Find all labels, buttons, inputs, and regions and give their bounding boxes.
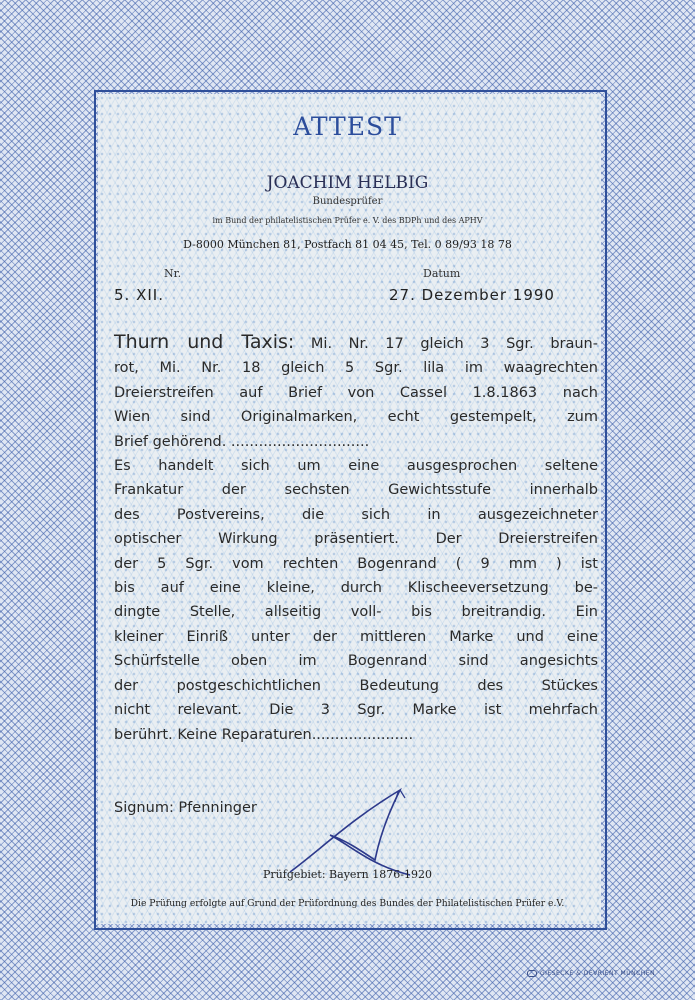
association-line: im Bund der philatelistischen Prüfer e. V. des BDPh und des APHV bbox=[212, 216, 483, 225]
body-line: Wien sind Originalmarken, echt gestempelt, zum bbox=[114, 409, 598, 426]
certificate-body bbox=[114, 330, 598, 747]
body-line: Es handelt sich um eine ausgesprochen seltene bbox=[114, 458, 598, 475]
printer-mark-text: GIESECKE & DEVRIENT MÜNCHEN bbox=[540, 970, 656, 977]
body-line: Frankatur der sechsten Gewichtsstufe innerhalb bbox=[114, 482, 598, 499]
body-line-text: Mi. Nr. 17 gleich 3 Sgr. braun- bbox=[310, 336, 598, 352]
body-line: kleiner Einriß unter der mittleren Marke und eine bbox=[114, 628, 598, 645]
body-line: Schürfstelle oben im Bogenrand sind angesichts bbox=[114, 653, 598, 670]
body-line: Dreierstreifen auf Brief von Cassel 1.8.1863 nach bbox=[114, 384, 598, 401]
examiner-address: D-8000 München 81, Postfach 81 04 45, Tel. 0 89/93 18 78 bbox=[183, 238, 512, 251]
body-line: berührt. Keine Reparaturen...................... bbox=[114, 726, 414, 743]
examiner-name: JOACHIM HELBIG bbox=[266, 173, 429, 193]
date-label: Datum bbox=[423, 267, 461, 280]
body-line: rot, Mi. Nr. 18 gleich 5 Sgr. lila im waagrechten bbox=[114, 360, 598, 377]
signum-line: Signum: Pfenninger bbox=[114, 800, 257, 816]
certificate-title: ATTEST bbox=[293, 112, 402, 141]
body-line: des Postvereins, die sich in ausgezeichneter bbox=[114, 506, 598, 523]
footer-note: Die Prüfung erfolgte auf Grund der Prüfordnung des Bundes der Philatelistischen Prüfer e.V. bbox=[130, 898, 565, 909]
handwritten-signature bbox=[250, 780, 450, 880]
date-value: 27. Dezember 1990 bbox=[389, 286, 555, 304]
body-line: der postgeschichtlichen Bedeutung des Stückes bbox=[114, 677, 598, 694]
body-line: der 5 Sgr. vom rechten Bogenrand ( 9 mm ) ist bbox=[114, 555, 598, 572]
number-label: Nr. bbox=[164, 267, 182, 280]
number-value: 5. XII. bbox=[114, 286, 164, 304]
printer-logo-icon bbox=[527, 970, 537, 977]
body-line: optischer Wirkung präsentiert. Der Dreierstreifen bbox=[114, 531, 598, 548]
body-line: bis auf eine kleine, durch Klischeeversetzung be- bbox=[114, 580, 598, 597]
exam-region: Prüfgebiet: Bayern 1876-1920 bbox=[263, 868, 432, 881]
body-line: nicht relevant. Die 3 Sgr. Marke ist mehrfach bbox=[114, 702, 598, 719]
body-line bbox=[114, 330, 598, 356]
body-lead: Thurn und Taxis: bbox=[114, 331, 295, 353]
printer-mark bbox=[527, 970, 655, 977]
body-line: dingte Stelle, allseitig voll- bis breitrandig. Ein bbox=[114, 604, 598, 621]
body-line: Brief gehörend. .............................. bbox=[114, 433, 370, 450]
examiner-role: Bundesprüfer bbox=[312, 196, 383, 207]
